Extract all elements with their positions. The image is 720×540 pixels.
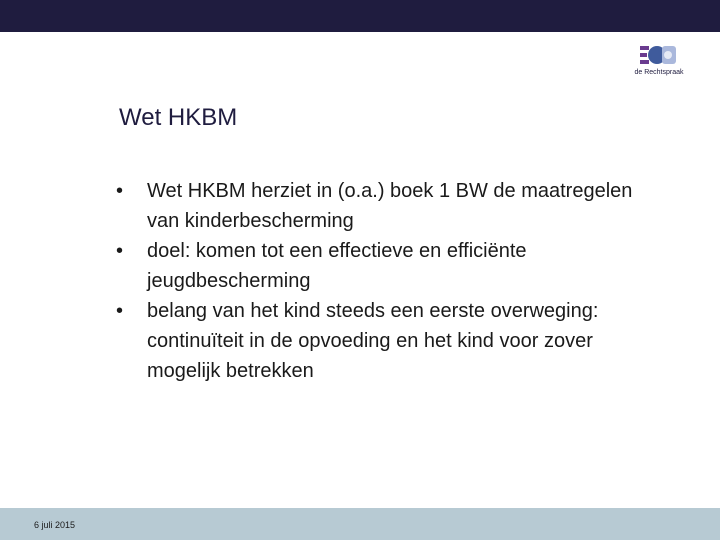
bullet-dot: • [116, 180, 124, 202]
bullet-text: doel: komen tot een effectieve en efficiënte jeugdbescherming [147, 240, 527, 292]
bullet-text: belang van het kind steeds een eerste overweging: continuïteit in de opvoeding en het kind voor zover mogelijk betrekken [147, 300, 599, 382]
bullet-dot: • [116, 240, 124, 262]
bullet-item [116, 236, 636, 296]
top-bar [0, 0, 720, 32]
logo-text: de Rechtspraak [634, 69, 684, 76]
bullet-dot: • [116, 300, 124, 322]
slide-title: Wet HKBM [119, 104, 238, 131]
rechtspraak-logo-icon [640, 44, 678, 66]
bottom-bar [0, 508, 720, 540]
slide-date: 6 juli 2015 [34, 520, 76, 530]
rechtspraak-logo [626, 44, 692, 80]
bullet-list [116, 176, 636, 386]
bullet-text: Wet HKBM herziet in (o.a.) boek 1 BW de maatregelen van kinderbescherming [147, 180, 633, 232]
bullet-item [116, 296, 636, 386]
bullet-item [116, 176, 636, 236]
